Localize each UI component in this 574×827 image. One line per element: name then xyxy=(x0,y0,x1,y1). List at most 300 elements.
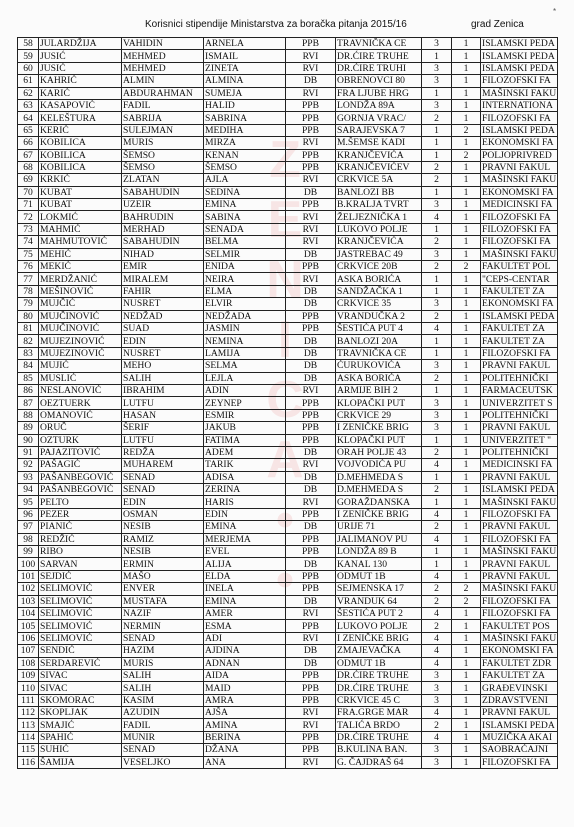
row-number-cell: 60 xyxy=(18,62,39,74)
address-cell: BANLOZI BB xyxy=(336,186,422,198)
table-row xyxy=(18,137,558,149)
count-cell: 1 xyxy=(452,199,481,211)
row-number-cell: 65 xyxy=(18,124,39,136)
surname-cell: RIBO xyxy=(39,546,122,558)
address-cell: LUKOVO POLJE xyxy=(336,223,422,235)
year-cell: 1 xyxy=(422,335,452,347)
category-cell: DB xyxy=(286,595,336,607)
address-cell: JALIMANOV PU xyxy=(336,533,422,545)
parent-name-cell: SABAHUDIN xyxy=(122,236,204,248)
category-cell: PPB xyxy=(286,261,336,273)
student-name-cell: JAKUB xyxy=(204,422,286,434)
category-cell: RVI xyxy=(286,496,336,508)
surname-cell: SARVAN xyxy=(39,558,122,570)
year-cell: 1 xyxy=(422,285,452,297)
category-cell: PPB xyxy=(286,533,336,545)
row-number-cell: 59 xyxy=(18,50,39,62)
address-cell: B.KULINA BAN. xyxy=(336,744,422,756)
address-cell: GORNJA VRAC/ xyxy=(336,112,422,124)
parent-name-cell: NIHAD xyxy=(122,248,204,260)
student-name-cell: ISMAIL xyxy=(204,50,286,62)
table-row xyxy=(18,211,558,223)
student-name-cell: ZEYNEP xyxy=(204,397,286,409)
address-cell: ORAH POLJE 43 xyxy=(336,446,422,458)
row-number-cell: 67 xyxy=(18,149,39,161)
year-cell: 3 xyxy=(422,409,452,421)
address-cell: KRANJČEVIĆA xyxy=(336,236,422,248)
table-row xyxy=(18,384,558,396)
row-number-cell: 102 xyxy=(18,583,39,595)
row-number-cell: 76 xyxy=(18,261,39,273)
surname-cell: MUJČINOVIĆ xyxy=(39,322,122,334)
table-row xyxy=(18,471,558,483)
parent-name-cell: EDIN xyxy=(122,335,204,347)
row-number-cell: 90 xyxy=(18,434,39,446)
year-cell: 3 xyxy=(422,248,452,260)
row-number-cell: 96 xyxy=(18,508,39,520)
year-cell: 1 xyxy=(422,87,452,99)
category-cell: DB xyxy=(286,657,336,669)
student-name-cell: AJDINA xyxy=(204,645,286,657)
category-cell: RVI xyxy=(286,223,336,235)
surname-cell: PAŠANBEGOVIĆ xyxy=(39,471,122,483)
surname-cell: SELIMOVIĆ xyxy=(39,620,122,632)
row-number-cell: 87 xyxy=(18,397,39,409)
table-row xyxy=(18,223,558,235)
count-cell: 1 xyxy=(452,335,481,347)
category-cell: PPB xyxy=(286,731,336,743)
category-cell: DB xyxy=(286,372,336,384)
table-row xyxy=(18,657,558,669)
table-row xyxy=(18,558,558,570)
parent-name-cell: ABDURAHMAN xyxy=(122,87,204,99)
row-number-cell: 82 xyxy=(18,335,39,347)
row-number-cell: 104 xyxy=(18,607,39,619)
student-name-cell: ZINETA xyxy=(204,62,286,74)
address-cell: LONDŽA 89 B xyxy=(336,546,422,558)
faculty-cell: MUZIČKA AKAI xyxy=(481,731,558,743)
faculty-cell: FILOZOFSKI FA xyxy=(481,756,558,768)
parent-name-cell: SENAD xyxy=(122,744,204,756)
parent-name-cell: SABAHUDIN xyxy=(122,186,204,198)
surname-cell: MEKIĆ xyxy=(39,261,122,273)
student-name-cell: AMINA xyxy=(204,719,286,731)
address-cell: ASKA BORIĆA xyxy=(336,273,422,285)
parent-name-cell: NUSRET xyxy=(122,347,204,359)
count-cell: 1 xyxy=(452,620,481,632)
address-cell: ZMAJEVAČKA xyxy=(336,645,422,657)
table-row xyxy=(18,149,558,161)
parent-name-cell: MUHAREM xyxy=(122,459,204,471)
faculty-cell: ISLAMSKI PEDA xyxy=(481,719,558,731)
address-cell: I ZENIČKE BRIG xyxy=(336,508,422,520)
year-cell: 1 xyxy=(422,124,452,136)
parent-name-cell: MERHAD xyxy=(122,223,204,235)
surname-cell: SUHIĆ xyxy=(39,744,122,756)
faculty-cell: PRAVNI FAKUL xyxy=(481,471,558,483)
row-number-cell: 69 xyxy=(18,174,39,186)
year-cell: 1 xyxy=(422,186,452,198)
count-cell: 1 xyxy=(452,471,481,483)
surname-cell: SEJDIĆ xyxy=(39,570,122,582)
row-number-cell: 85 xyxy=(18,372,39,384)
surname-cell: MUJČINOVIĆ xyxy=(39,310,122,322)
table-row xyxy=(18,248,558,260)
count-cell: 1 xyxy=(452,87,481,99)
parent-name-cell: SALIH xyxy=(122,682,204,694)
student-name-cell: ADI xyxy=(204,632,286,644)
student-name-cell: ESMIR xyxy=(204,409,286,421)
parent-name-cell: KASIM xyxy=(122,694,204,706)
table-row xyxy=(18,484,558,496)
table-row xyxy=(18,719,558,731)
faculty-cell: FILOZOFSKI FA xyxy=(481,75,558,87)
category-cell: RVI xyxy=(286,62,336,74)
student-name-cell: SELMIR xyxy=(204,248,286,260)
student-name-cell: ARNELA xyxy=(204,38,286,50)
table-row xyxy=(18,459,558,471)
address-cell: ŠESTIĆA PUT 4 xyxy=(336,322,422,334)
faculty-cell: INTERNATIONA xyxy=(481,99,558,111)
faculty-cell: FAKULTET POL xyxy=(481,261,558,273)
parent-name-cell: UZEIR xyxy=(122,199,204,211)
table-row xyxy=(18,645,558,657)
parent-name-cell: MURIS xyxy=(122,137,204,149)
row-number-cell: 114 xyxy=(18,731,39,743)
category-cell: DB xyxy=(286,471,336,483)
faculty-cell: MEDICINSKI FA xyxy=(481,199,558,211)
student-name-cell: NEIRA xyxy=(204,273,286,285)
category-cell: RVI xyxy=(286,607,336,619)
row-number-cell: 109 xyxy=(18,669,39,681)
count-cell: 1 xyxy=(452,521,481,533)
row-number-cell: 108 xyxy=(18,657,39,669)
address-cell: ŠESTIĆA PUT 2 xyxy=(336,607,422,619)
year-cell: 2 xyxy=(422,595,452,607)
faculty-cell: MAŠINSKI FAKU xyxy=(482,496,557,508)
row-number-cell: 112 xyxy=(18,707,39,719)
table-row xyxy=(18,669,558,681)
category-cell: DB xyxy=(286,335,336,347)
year-cell: 2 xyxy=(422,372,452,384)
address-cell: GORAŽDANSKA xyxy=(336,496,422,508)
count-cell: 1 xyxy=(452,484,481,496)
row-number-cell: 101 xyxy=(18,570,39,582)
student-name-cell: MEDIHA xyxy=(204,124,286,136)
parent-name-cell: MEHMED xyxy=(122,62,204,74)
surname-cell: OZTURK xyxy=(39,434,122,446)
year-cell: 4 xyxy=(422,632,452,644)
table-row xyxy=(18,285,558,297)
address-cell: CRKVICE 45 C xyxy=(336,694,422,706)
table-row xyxy=(18,682,558,694)
row-number-cell: 83 xyxy=(18,347,39,359)
parent-name-cell: NEDŽAD xyxy=(122,310,204,322)
row-number-cell: 91 xyxy=(18,446,39,458)
category-cell: DB xyxy=(286,248,336,260)
student-name-cell: ELVIR xyxy=(204,298,286,310)
table-row xyxy=(18,595,558,607)
year-cell: 4 xyxy=(422,508,452,520)
count-cell: 1 xyxy=(452,446,481,458)
category-cell: DB xyxy=(286,298,336,310)
count-cell: 1 xyxy=(452,496,481,508)
surname-cell: KAHRIĆ xyxy=(39,75,122,87)
parent-name-cell: NESIB xyxy=(122,521,204,533)
faculty-cell: FILOZOFSKI FA xyxy=(481,508,558,520)
count-cell: 1 xyxy=(452,694,481,706)
parent-name-cell: SENAD xyxy=(122,471,204,483)
table-row xyxy=(18,607,558,619)
surname-cell: MUJIĆ xyxy=(39,360,122,372)
faculty-cell: POLITEHNIČKI xyxy=(481,372,558,384)
count-cell: 1 xyxy=(452,99,481,111)
student-name-cell: ENIDA xyxy=(204,261,286,273)
parent-name-cell: SULEJMAN xyxy=(122,124,204,136)
category-cell: PPB xyxy=(286,161,336,173)
year-cell: 3 xyxy=(422,744,452,756)
row-number-cell: 89 xyxy=(18,422,39,434)
row-number-cell: 93 xyxy=(18,471,39,483)
address-cell: DR.ĆIRE TRUHE xyxy=(336,50,422,62)
surname-cell: JUSIĆ xyxy=(39,62,122,74)
address-cell: DR.ĆIRE TRUHE xyxy=(336,682,422,694)
surname-cell: MAHMUTOVIĆ xyxy=(39,236,122,248)
table-row xyxy=(18,50,558,62)
surname-cell: KELEŠTURA xyxy=(39,112,122,124)
count-cell: 1 xyxy=(452,682,481,694)
row-number-cell: 95 xyxy=(18,496,39,508)
surname-cell: KERIĆ xyxy=(39,124,122,136)
surname-cell: SELIMOVIĆ xyxy=(39,583,122,595)
faculty-cell: SAOBRAĆAJNI xyxy=(481,744,558,756)
parent-name-cell: SALIH xyxy=(122,372,204,384)
student-name-cell: AMRA xyxy=(204,694,286,706)
faculty-cell: ISLAMSKI PEDA xyxy=(481,38,558,50)
table-row xyxy=(18,174,558,186)
address-cell: VRANDUČKA 2 xyxy=(336,310,422,322)
row-number-cell: 105 xyxy=(18,620,39,632)
category-cell: RVI xyxy=(286,384,336,396)
surname-cell: JUSIĆ xyxy=(39,50,122,62)
category-cell: PPB xyxy=(286,508,336,520)
count-cell: 1 xyxy=(452,409,481,421)
category-cell: DB xyxy=(286,484,336,496)
table-row xyxy=(18,422,558,434)
student-name-cell: ANA xyxy=(204,756,286,768)
category-cell: PPB xyxy=(286,669,336,681)
student-name-cell: NEMINA xyxy=(204,335,286,347)
address-cell: FRA LJUBE HRG xyxy=(336,87,422,99)
faculty-cell: FILOZOFSKI FA xyxy=(481,347,558,359)
year-cell: 3 xyxy=(422,62,452,74)
year-cell: 4 xyxy=(422,731,452,743)
student-name-cell: MIRZA xyxy=(204,137,286,149)
table-row xyxy=(18,707,558,719)
address-cell: CRKVICE 35 xyxy=(336,298,422,310)
surname-cell: SKOMORAC xyxy=(39,694,122,706)
student-name-cell: KENAN xyxy=(204,149,286,161)
category-cell: DB xyxy=(286,446,336,458)
parent-name-cell: NESIB xyxy=(122,546,204,558)
student-name-cell: ADISA xyxy=(204,471,286,483)
category-cell: PPB xyxy=(286,322,336,334)
table-row xyxy=(18,161,558,173)
parent-name-cell: MUNIR xyxy=(122,731,204,743)
student-name-cell: ADNAN xyxy=(204,657,286,669)
parent-name-cell: MURIS xyxy=(122,657,204,669)
category-cell: PPB xyxy=(286,310,336,322)
student-name-cell: BERINA xyxy=(204,731,286,743)
count-cell: 1 xyxy=(452,161,481,173)
faculty-cell: FARMACEUTSK xyxy=(481,384,558,396)
year-cell: 2 xyxy=(422,174,452,186)
student-name-cell: LAMIJA xyxy=(204,347,286,359)
count-cell: 1 xyxy=(452,434,481,446)
student-name-cell: SELMA xyxy=(204,360,286,372)
category-cell: PPB xyxy=(286,744,336,756)
parent-name-cell: SENAD xyxy=(122,484,204,496)
count-cell: 1 xyxy=(452,570,481,582)
category-cell: DB xyxy=(286,347,336,359)
address-cell: I ZENIČKE BRIG xyxy=(336,422,422,434)
category-cell: PPB xyxy=(286,694,336,706)
parent-name-cell: EDIN xyxy=(122,496,204,508)
count-cell: 1 xyxy=(452,372,481,384)
address-cell: BANLOZI 20A xyxy=(336,335,422,347)
faculty-cell: FAKULTET ZDR xyxy=(481,657,558,669)
category-cell: RVI xyxy=(286,756,336,768)
surname-cell: ŠAMIJA xyxy=(39,756,122,768)
faculty-cell: POLITEHNIČKI xyxy=(481,409,558,421)
table-body xyxy=(18,38,558,769)
student-name-cell: AIDA xyxy=(204,669,286,681)
year-cell: 2 xyxy=(422,521,452,533)
table-row xyxy=(18,372,558,384)
year-cell: 4 xyxy=(422,322,452,334)
faculty-cell: FAKULTET ZA xyxy=(481,669,558,681)
faculty-cell: PRAVNI FAKUL xyxy=(481,521,558,533)
address-cell: SEJMENSKA 17 xyxy=(336,583,422,595)
surname-cell: KOBILICA xyxy=(39,137,122,149)
faculty-cell: EKONOMSKI FA xyxy=(481,137,558,149)
address-cell: LUKOVO POLJE xyxy=(336,620,422,632)
year-cell: 3 xyxy=(422,694,452,706)
address-cell: KRANJČEVIĆEV xyxy=(336,161,422,173)
faculty-cell: FILOZOFSKI FA xyxy=(481,236,558,248)
year-cell: 4 xyxy=(422,607,452,619)
parent-name-cell: ŠEMSO xyxy=(122,149,204,161)
student-name-cell: SUMEJA xyxy=(204,87,286,99)
count-cell: 2 xyxy=(452,149,481,161)
parent-name-cell: SUAD xyxy=(122,322,204,334)
row-number-cell: 116 xyxy=(18,756,39,768)
count-cell: 1 xyxy=(452,397,481,409)
count-cell: 1 xyxy=(452,459,481,471)
category-cell: RVI xyxy=(286,707,336,719)
year-cell: 4 xyxy=(422,211,452,223)
faculty-cell: ISLAMSKI PEDA xyxy=(481,50,558,62)
year-cell: 3 xyxy=(422,298,452,310)
row-number-cell: 64 xyxy=(18,112,39,124)
surname-cell: NESLANOVIĆ xyxy=(39,384,122,396)
count-cell: 2 xyxy=(452,595,481,607)
address-cell: CRKVICE 5A xyxy=(336,174,422,186)
category-cell: RVI xyxy=(286,459,336,471)
student-name-cell: DŽANA xyxy=(204,744,286,756)
count-cell: 1 xyxy=(452,174,481,186)
surname-cell: SMAJIĆ xyxy=(39,719,122,731)
student-name-cell: ELMA xyxy=(204,285,286,297)
surname-cell: REDŽIĆ xyxy=(39,533,122,545)
address-cell: ĆURUKOVIĆA xyxy=(336,360,422,372)
category-cell: DB xyxy=(286,186,336,198)
category-cell: RVI xyxy=(286,137,336,149)
student-name-cell: AMER xyxy=(204,607,286,619)
table-row xyxy=(18,310,558,322)
address-cell: ARMIJE BIH 2 xyxy=(336,384,422,396)
count-cell: 1 xyxy=(452,645,481,657)
year-cell: 3 xyxy=(422,99,452,111)
table-row xyxy=(18,273,558,285)
surname-cell: SKOPLJAK xyxy=(39,707,122,719)
year-cell: 2 xyxy=(422,446,452,458)
year-cell: 2 xyxy=(422,261,452,273)
parent-name-cell: FADIL xyxy=(122,99,204,111)
year-cell: 3 xyxy=(422,682,452,694)
year-cell: 3 xyxy=(422,75,452,87)
student-name-cell: EMINA xyxy=(204,521,286,533)
faculty-cell: PRAVNI FAKUL xyxy=(481,422,558,434)
city-label: grad Zenica xyxy=(471,19,524,30)
row-number-cell: 80 xyxy=(18,310,39,322)
category-cell: PPB xyxy=(286,124,336,136)
student-name-cell: ZERINA xyxy=(204,484,286,496)
surname-cell: OEZTUERK xyxy=(39,397,122,409)
student-name-cell: INELA xyxy=(204,583,286,595)
count-cell: 1 xyxy=(452,75,481,87)
count-cell: 1 xyxy=(452,669,481,681)
faculty-cell: ISLAMSKI PEDA xyxy=(481,124,558,136)
address-cell: VRANDUK 64 xyxy=(336,595,422,607)
row-number-cell: 92 xyxy=(18,459,39,471)
row-number-cell: 113 xyxy=(18,719,39,731)
parent-name-cell: MAŠO xyxy=(122,570,204,582)
student-name-cell: ADIN xyxy=(204,384,286,396)
category-cell: PPB xyxy=(286,99,336,111)
table-row xyxy=(18,620,558,632)
table-row xyxy=(18,632,558,644)
table-row xyxy=(18,570,558,582)
count-cell: 1 xyxy=(452,273,481,285)
page-header xyxy=(0,19,574,33)
faculty-cell: MAŠINSKI FAKU xyxy=(482,248,557,260)
count-cell: 1 xyxy=(452,533,481,545)
row-number-cell: 88 xyxy=(18,409,39,421)
year-cell: 2 xyxy=(422,236,452,248)
count-cell: 2 xyxy=(452,583,481,595)
count-cell: 1 xyxy=(452,248,481,260)
category-cell: DB xyxy=(286,645,336,657)
count-cell: 1 xyxy=(452,657,481,669)
year-cell: 1 xyxy=(422,137,452,149)
surname-cell: KUBAT xyxy=(39,186,122,198)
count-cell: 1 xyxy=(452,546,481,558)
student-name-cell: AJLA xyxy=(204,174,286,186)
student-name-cell: EDIN xyxy=(204,508,286,520)
parent-name-cell: MEHMED xyxy=(122,50,204,62)
surname-cell: MAHMIĆ xyxy=(39,223,122,235)
